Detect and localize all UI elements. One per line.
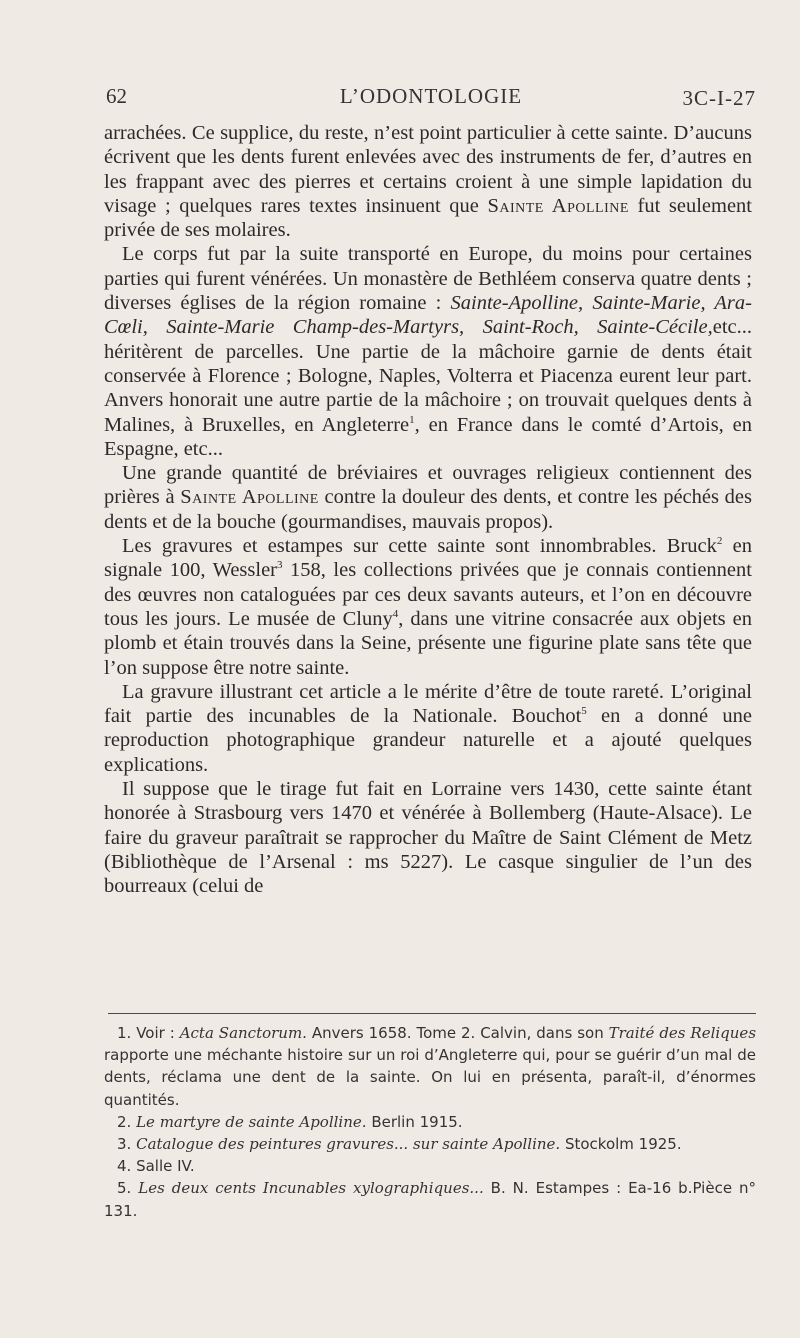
footnote-2: 2. Le martyre de sainte Apolline. Berlin 1915. xyxy=(117,1112,463,1131)
page-number: 62 xyxy=(106,84,127,108)
footnote-ref-2: 2 xyxy=(716,535,723,548)
footnotes xyxy=(104,1022,756,1222)
church-list: Sainte-Apolline, Sainte-Marie, Ara-Cœli, Sainte-Marie Champ-des-Martyrs, Saint-Roch, Sainte-Cécile, xyxy=(104,292,752,339)
footnote-5: 5. Les deux cents Incunables xylographiques... B. N. Estampes : Ea-16 b.Pièce n° 131. xyxy=(104,1179,757,1220)
paragraph-4: Les gravures et estampes sur cette sainte sont innombrables. Bruck$^2$ en signale 100, Wessler$^3$ 158, les collections privées que je connais contiennent des œuvres non cataloguées par ces deux savants auteurs, et l’on en découvre tous les jours. Le musée de Cluny$^4$, dans une vitrine consacrée aux objets en plomb et étain trouvés dans la Seine, présente une figurine plate sans tête que l’on suppose être notre sainte. xyxy=(104,535,752,679)
saint-name: Sainte Apolline xyxy=(487,194,629,217)
issue-date: 3C-I-27 xyxy=(682,86,756,110)
footnote-3: 3. Catalogue des peintures gravures... sur sainte Apolline. Stockolm 1925. xyxy=(117,1135,682,1154)
paragraph-3: Une grande quantité de bréviaires et ouvrages religieux contiennent des prières à Sainte Apolline contre la douleur des dents, et contre les péchés des dents et de la bouche (gourmandises, mauvais propos). xyxy=(104,462,753,533)
journal-title: L’ODONTOLOGIE xyxy=(339,84,523,108)
footnote-1: 1. Voir : Acta Sanctorum. Anvers 1658. Tome 2. Calvin, dans son Traité des Reliques rapporte une méchante histoire sur un roi d’Angleterre qui, pour se guérir d’un mal de dents, réclama une dent de la sainte. On lui en présenta, paraît-il, d’énormes quantités. xyxy=(104,1024,757,1109)
paragraph-2: Le corps fut par la suite transporté en Europe, du moins pour certaines parties qui furent vénérées. Un monastère de Bethléem conserva quatre dents ; diverses églises de la région romaine : Sainte-Apolline, Sainte-Marie, Ara-Cœli, Sainte-Marie Champ-des-Martyrs, Saint-Roch, Sainte-Cécile,etc... héritèrent de parcelles. Une partie de la mâchoire garnie de dents était conservée à Florence ; Bologne, Naples, Volterra et Piacenza eurent leur part. Anvers honorait une autre partie de la mâchoire ; on trouvait quelques dents à Malines, à Bruxelles, en Angleterre$^1$, en France dans le comté d’Artois, en Espagne, etc... xyxy=(104,243,752,460)
paragraph-1: arrachées. Ce supplice, du reste, n’est point particulier à cette sainte. D’aucuns écrivent que les dents furent enlevées avec des instruments de fer, d’autres en les frappant avec des pierres et certains croient à une simple lapidation du visage ; quelques rares textes insinuent que Sainte Apolline fut seulement privée de ses molaires. xyxy=(104,122,752,242)
saint-name: Sainte Apolline xyxy=(180,486,319,509)
footnote-divider xyxy=(108,1013,756,1014)
page-header xyxy=(106,84,756,114)
footnote-ref-5: 5 xyxy=(581,705,587,718)
footnote-ref-1: 1 xyxy=(409,413,415,426)
paragraph-5: La gravure illustrant cet article a le mérite d’être de toute rareté. L’original fait partie des incunables de la Nationale. Bouchot$^5$ en a donné une reproduction photographique grandeur naturelle et a ajouté quelques explications. xyxy=(104,680,752,776)
footnote-ref-3: 3 xyxy=(277,559,283,572)
paragraph-6: Il suppose que le tirage fut fait en Lorraine vers 1430, cette sainte étant honorée à Strasbourg vers 1470 et vénérée à Bollemberg (Haute-Alsace). Le faire du graveur paraîtrait se rapprocher du Maître de Saint Clément de Metz (Bibliothèque de l’Arsenal : ms 5227). Le casque singulier de l’un des bourreaux (celui de xyxy=(104,778,752,898)
footnote-4: 4. Salle IV. xyxy=(117,1157,195,1176)
article-body xyxy=(104,121,752,899)
footnote-ref-4: 4 xyxy=(392,607,399,620)
